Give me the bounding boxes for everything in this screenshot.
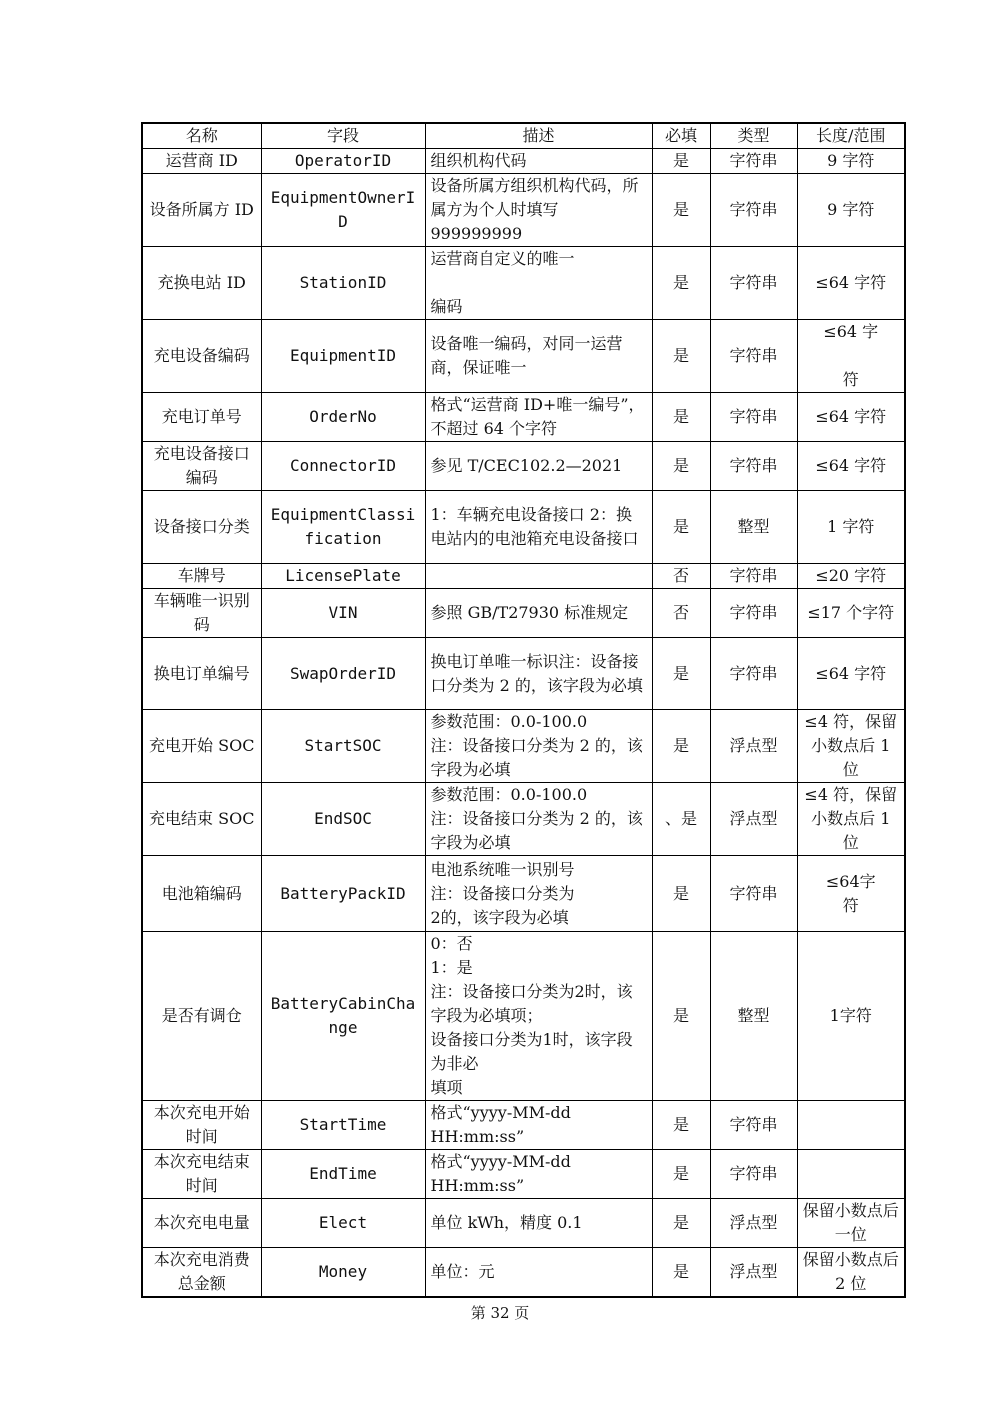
cell-name: 本次充电消费总金额 [142,1248,261,1298]
cell-description: 单位：元 [425,1248,652,1298]
cell-type: 整型 [710,932,797,1101]
cell-field: BatteryPackID [261,856,425,932]
cell-description: 格式“yyyy-MM-dd HH:mm:ss” [425,1101,652,1150]
cell-field: LicensePlate [261,564,425,589]
cell-type: 浮点型 [710,1248,797,1298]
cell-name: 充电结束 SOC [142,783,261,856]
header-required: 必填 [652,123,710,149]
cell-required: 、是 [652,783,710,856]
cell-name: 充电设备接口编码 [142,442,261,491]
cell-type: 浮点型 [710,1199,797,1248]
cell-field: BatteryCabinChange [261,932,425,1101]
cell-field: OperatorID [261,149,425,174]
cell-required: 是 [652,1248,710,1298]
cell-type: 字符串 [710,320,797,393]
cell-field: EndSOC [261,783,425,856]
table-row [142,1199,905,1248]
cell-type: 浮点型 [710,710,797,783]
table-row [142,149,905,174]
cell-required: 否 [652,564,710,589]
cell-length: 1字符 [797,932,905,1101]
cell-type: 字符串 [710,149,797,174]
cell-name: 充电设备编码 [142,320,261,393]
cell-name: 充电开始 SOC [142,710,261,783]
header-length: 长度/范围 [797,123,905,149]
cell-length: 9 字符 [797,174,905,247]
cell-type: 字符串 [710,856,797,932]
table-row [142,1150,905,1199]
table-row [142,638,905,710]
cell-field: SwapOrderID [261,638,425,710]
cell-description: 运营商自定义的唯一 编码 [425,247,652,320]
cell-description: 电池系统唯一识别号 注：设备接口分类为 2的，该字段为必填 [425,856,652,932]
cell-required: 是 [652,638,710,710]
cell-required: 否 [652,589,710,638]
cell-field: StartSOC [261,710,425,783]
cell-required: 是 [652,932,710,1101]
cell-required: 是 [652,393,710,442]
table-row [142,393,905,442]
table-row [142,442,905,491]
table-row [142,174,905,247]
cell-required: 是 [652,491,710,564]
cell-field: StationID [261,247,425,320]
cell-type: 字符串 [710,638,797,710]
cell-type: 字符串 [710,393,797,442]
header-name: 名称 [142,123,261,149]
table-row [142,932,905,1101]
cell-name: 车牌号 [142,564,261,589]
cell-description: 设备所属方组织机构代码，所属方为个人时填写 999999999 [425,174,652,247]
cell-required: 是 [652,1199,710,1248]
cell-name: 设备接口分类 [142,491,261,564]
cell-field: ConnectorID [261,442,425,491]
cell-length: ≤64字 符 [797,856,905,932]
cell-field: Elect [261,1199,425,1248]
cell-length: ≤17 个字符 [797,589,905,638]
table-row [142,564,905,589]
cell-type: 字符串 [710,174,797,247]
cell-name: 换电订单编号 [142,638,261,710]
cell-description [425,564,652,589]
cell-length: ≤4 符，保留小数点后 1 位 [797,783,905,856]
cell-required: 是 [652,174,710,247]
cell-required: 是 [652,856,710,932]
cell-description: 设备唯一编码，对同一运营商，保证唯一 [425,320,652,393]
cell-length: ≤64 字符 [797,442,905,491]
cell-type: 字符串 [710,589,797,638]
cell-required: 是 [652,149,710,174]
cell-length: ≤64 字符 [797,638,905,710]
cell-description: 换电订单唯一标识注：设备接口分类为 2 的，该字段为必填 [425,638,652,710]
cell-required: 是 [652,710,710,783]
cell-type: 字符串 [710,1150,797,1199]
cell-length: ≤64 字符 [797,393,905,442]
cell-length: 1 字符 [797,491,905,564]
cell-required: 是 [652,320,710,393]
cell-length: 保留小数点后一位 [797,1199,905,1248]
cell-required: 是 [652,247,710,320]
cell-field: EquipmentClassification [261,491,425,564]
table-row [142,1248,905,1298]
cell-type: 浮点型 [710,783,797,856]
cell-length: 保留小数点后 2 位 [797,1248,905,1298]
cell-name: 充换电站 ID [142,247,261,320]
table-row [142,247,905,320]
cell-name: 充电订单号 [142,393,261,442]
cell-type: 字符串 [710,442,797,491]
cell-description: 组织机构代码 [425,149,652,174]
cell-field: EquipmentOwnerID [261,174,425,247]
header-description: 描述 [425,123,652,149]
cell-name: 车辆唯一识别码 [142,589,261,638]
table-row [142,783,905,856]
header-field: 字段 [261,123,425,149]
page-number: 第 32 页 [470,1304,530,1322]
header-type: 类型 [710,123,797,149]
cell-name: 运营商 ID [142,149,261,174]
cell-description: 单位 kWh，精度 0.1 [425,1199,652,1248]
cell-description: 参数范围：0.0-100.0 注：设备接口分类为 2 的，该字段为必填 [425,783,652,856]
cell-length [797,1150,905,1199]
cell-name: 设备所属方 ID [142,174,261,247]
cell-length: ≤64 字符 [797,247,905,320]
table-row [142,320,905,393]
table-row [142,1101,905,1150]
table-row [142,856,905,932]
cell-description: 格式“yyyy-MM-dd HH:mm:ss” [425,1150,652,1199]
cell-name: 本次充电结束时间 [142,1150,261,1199]
cell-description: 参照 GB/T27930 标准规定 [425,589,652,638]
field-spec-table [141,122,906,1298]
cell-length: ≤64 字 符 [797,320,905,393]
cell-name: 本次充电电量 [142,1199,261,1248]
table-row [142,589,905,638]
cell-type: 字符串 [710,1101,797,1150]
cell-field: OrderNo [261,393,425,442]
cell-length: 9 字符 [797,149,905,174]
cell-field: VIN [261,589,425,638]
cell-required: 是 [652,1150,710,1199]
cell-type: 字符串 [710,564,797,589]
cell-name: 本次充电开始时间 [142,1101,261,1150]
cell-description: 0：否 1：是 注：设备接口分类为2时，该字段为必填项； 设备接口分类为1时，该字段为非必 填项 [425,932,652,1101]
table-row [142,710,905,783]
cell-length: ≤4 符，保留小数点后 1 位 [797,710,905,783]
cell-description: 1：车辆充电设备接口 2：换电站内的电池箱充电设备接口 [425,491,652,564]
cell-type: 整型 [710,491,797,564]
cell-length [797,1101,905,1150]
table-header-row [142,123,905,149]
cell-type: 字符串 [710,247,797,320]
cell-field: Money [261,1248,425,1298]
cell-required: 是 [652,442,710,491]
cell-description: 参数范围：0.0-100.0 注：设备接口分类为 2 的，该字段为必填 [425,710,652,783]
cell-name: 电池箱编码 [142,856,261,932]
cell-description: 参见 T/CEC102.2—2021 [425,442,652,491]
table-row [142,491,905,564]
cell-length: ≤20 字符 [797,564,905,589]
cell-field: EquipmentID [261,320,425,393]
cell-required: 是 [652,1101,710,1150]
cell-field: EndTime [261,1150,425,1199]
cell-description: 格式“运营商 ID+唯一编号”，不超过 64 个字符 [425,393,652,442]
cell-name: 是否有调仓 [142,932,261,1101]
cell-field: StartTime [261,1101,425,1150]
